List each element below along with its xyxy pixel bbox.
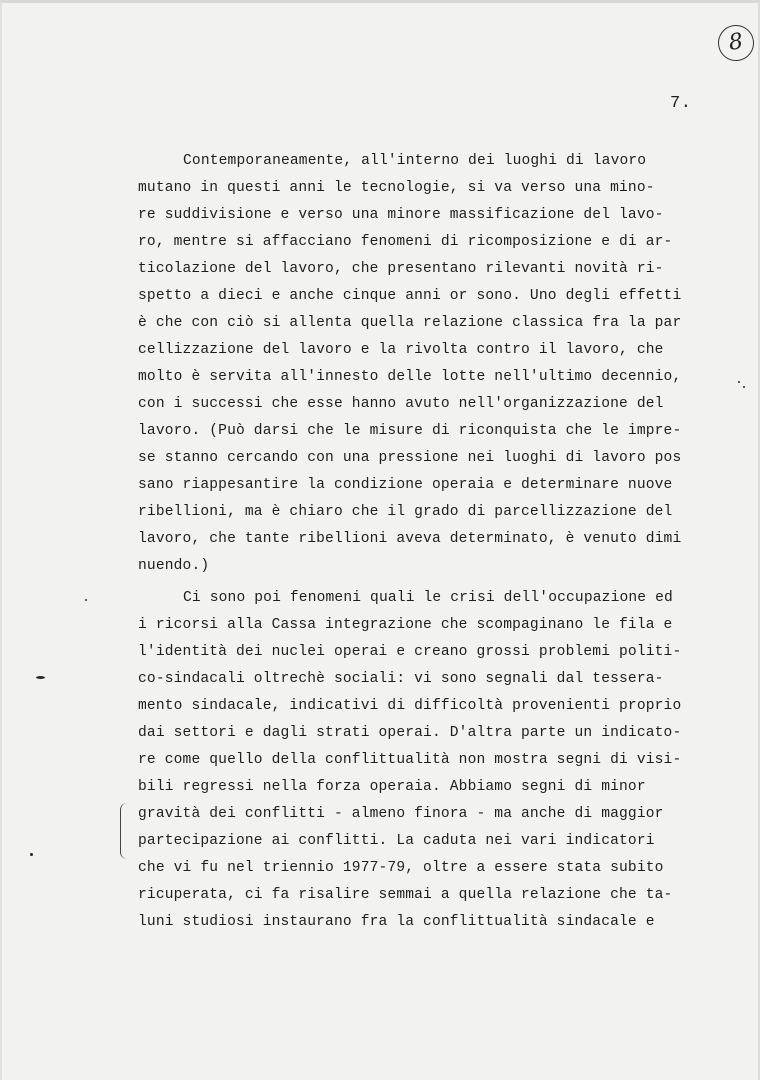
text-line: ribellioni, ma è chiaro che il grado di parcellizzazione del <box>138 504 673 520</box>
text-line: dai settori e dagli strati operai. D'altra parte un indicato- <box>138 725 682 741</box>
margin-mark <box>36 676 45 679</box>
text-line: molto è servita all'innesto delle lotte nell'ultimo decennio, <box>138 369 682 385</box>
page-stamp: 8 <box>716 23 757 64</box>
text-line: bili regressi nella forza operaia. Abbiamo segni di minor <box>138 779 646 795</box>
text-line: cellizzazione del lavoro e la rivolta contro il lavoro, che <box>138 342 664 358</box>
text-line: lavoro. (Può darsi che le misure di riconquista che le impre- <box>138 423 682 439</box>
text-line: spetto a dieci e anche cinque anni or sono. Uno degli effetti <box>138 288 682 304</box>
text-line: ricuperata, ci fa risalire semmai a quella relazione che ta- <box>138 887 673 903</box>
text-line: partecipazione ai conflitti. La caduta nei vari indicatori <box>138 833 655 849</box>
text-line: re come quello della conflittualità non mostra segni di visi- <box>138 752 682 768</box>
margin-mark <box>85 599 87 601</box>
text-line: gravità dei conflitti - almeno finora - ma anche di maggior <box>138 806 664 822</box>
text-line: i ricorsi alla Cassa integrazione che scompaginano le fila e <box>138 617 673 633</box>
margin-mark <box>738 381 740 383</box>
text-line: ro, mentre si affacciano fenomeni di ricomposizione e di ar- <box>138 234 673 250</box>
text-line: mutano in questi anni le tecnologie, si va verso una mino- <box>138 180 655 196</box>
text-line: l'identità dei nuclei operai e creano grossi problemi politi- <box>138 644 682 660</box>
text-line: co-sindacali oltrechè sociali: vi sono segnali dal tessera- <box>138 671 664 687</box>
page-number: 7. <box>670 94 692 113</box>
text-line: è che con ciò si allenta quella relazione classica fra la par <box>138 315 682 331</box>
text-line: se stanno cercando con una pressione nei luoghi di lavoro pos <box>138 450 682 466</box>
text-line: Contemporaneamente, all'interno dei luoghi di lavoro <box>183 153 647 169</box>
text-line: Ci sono poi fenomeni quali le crisi dell'occupazione ed <box>183 590 673 606</box>
text-line: che vi fu nel triennio 1977-79, oltre a essere stata subito <box>138 860 664 876</box>
margin-mark <box>743 386 745 388</box>
text-line: mento sindacale, indicativi di difficoltà provenienti proprio <box>138 698 682 714</box>
text-line: luni studiosi instaurano fra la conflittualità sindacale e <box>138 914 655 930</box>
text-line: con i successi che esse hanno avuto nell'organizzazione del <box>138 396 664 412</box>
text-line: nuendo.) <box>138 558 210 574</box>
text-line: re suddivisione e verso una minore massificazione del lavo- <box>138 207 664 223</box>
text-line: sano riappesantire la condizione operaia e determinare nuove <box>138 477 673 493</box>
text-line: ticolazione del lavoro, che presentano rilevanti novità ri- <box>138 261 664 277</box>
margin-bracket <box>120 803 127 859</box>
margin-mark <box>30 853 33 856</box>
text-line: lavoro, che tante ribellioni aveva determinato, è venuto dimi <box>138 531 682 547</box>
